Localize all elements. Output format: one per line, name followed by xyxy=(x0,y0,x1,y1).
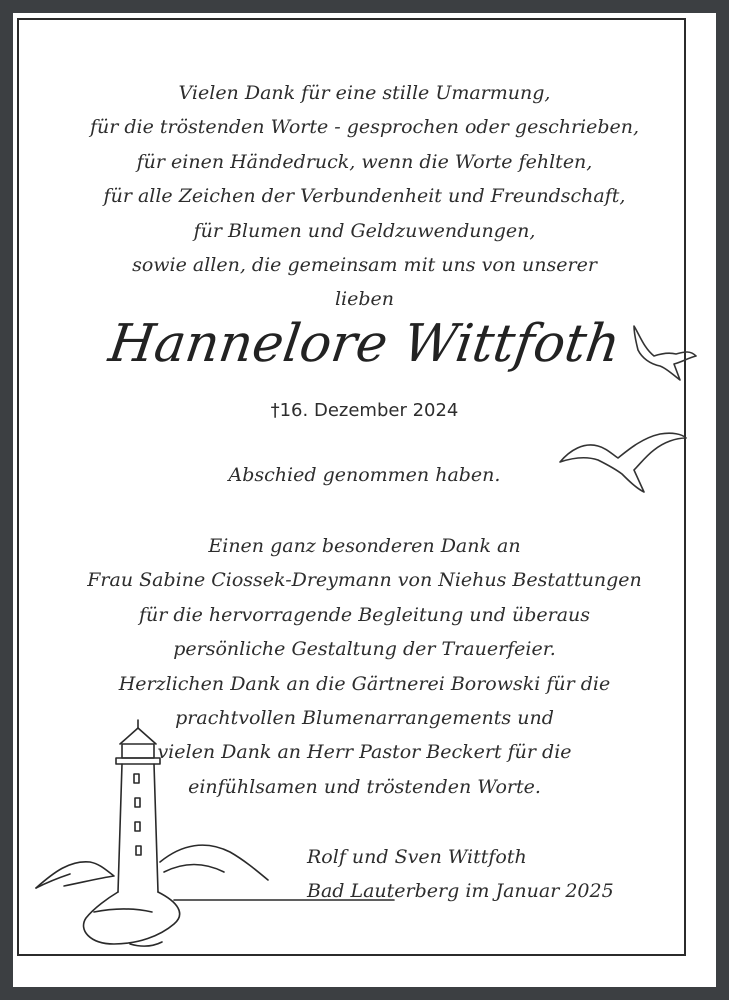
thanks-line: einfühlsamen und tröstenden Worte. xyxy=(188,775,541,798)
death-date-text: †16. Dezember 2024 xyxy=(270,400,459,421)
intro-line: lieben xyxy=(334,288,395,311)
thanks-line: Einen ganz besonderen Dank an xyxy=(208,535,521,557)
signature-names: Rolf und Sven Wittfoth xyxy=(307,846,527,868)
intro-line: für die tröstenden Worte - gesprochen oder geschrieben, xyxy=(89,116,640,139)
lighthouse-icon xyxy=(34,712,396,956)
seagull-icon xyxy=(628,322,700,384)
thanks-line: prachtvollen Blumenarrangements und xyxy=(175,706,554,729)
deceased-name: Hannelore Wittfoth xyxy=(105,314,624,374)
thanks-line: persönliche Gestaltung der Trauerfeier. xyxy=(173,638,556,661)
signature-place-date: Bad Lauterberg im Januar 2025 xyxy=(307,880,614,902)
intro-line: für Blumen und Geldzuwendungen, xyxy=(193,219,536,242)
death-date xyxy=(0,394,729,428)
seagull-icon xyxy=(556,428,690,496)
intro-text xyxy=(0,76,729,317)
farewell-line: Abschied genommen haben. xyxy=(228,464,501,486)
intro-line: für einen Händedruck, wenn die Worte fehlten, xyxy=(136,150,593,173)
thanks-line: Frau Sabine Ciossek-Dreymann von Niehus Bestattungen xyxy=(87,569,642,592)
thanks-line: für die hervorragende Begleitung und überaus xyxy=(138,603,591,626)
intro-line: sowie allen, die gemeinsam mit uns von unserer xyxy=(132,253,597,276)
intro-line: Vielen Dank für eine stille Umarmung, xyxy=(178,82,551,104)
thanks-line: vielen Dank an Herr Pastor Beckert für die xyxy=(157,741,572,764)
intro-line: für alle Zeichen der Verbundenheit und Freundschaft, xyxy=(103,185,626,208)
thanks-line: Herzlichen Dank an die Gärtnerei Borowski für die xyxy=(118,672,611,695)
